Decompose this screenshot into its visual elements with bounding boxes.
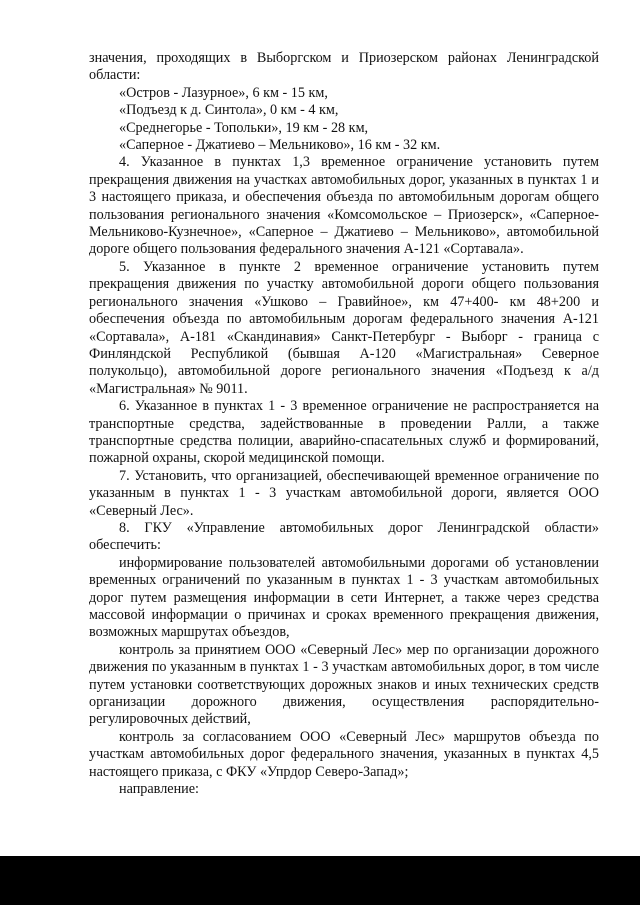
paragraph-8-control-routes: контроль за согласованием ООО «Северный Лес» маршрутов объезда по участкам автомобильных дорог федерального значения, указанных в пунктах 4,5 настоящего приказа, с ФКУ «Упрдор Северо-Запад»; [89,728,599,780]
route-item: «Саперное - Джатиево – Мельниково», 16 км - 32 км. [119,137,441,154]
paragraph-8-informing: информирование пользователей автомобильными дорогами об установлении временных ограничений по указанным в пунктах 1 - 3 участкам автомобильных дорог путем размещения информации в сети Интернет, а также через средства массовой информации о причинах и сроках временного прекращения движения, возможных маршрутах объездов, [89,554,599,641]
route-item: «Остров - Лазурное», 6 км - 15 км, [119,84,328,101]
intro-paragraph: значения, проходящих в Выборгском и Приозерском районах Ленинградской области: [89,50,599,84]
paragraph-8-direction: направление: [119,781,199,798]
route-item: «Среднегорье - Топольки», 19 км - 28 км, [119,119,369,136]
document-body [89,50,599,798]
scan-bottom-border [0,856,640,905]
paragraph-4: 4. Указанное в пунктах 1,3 временное ограничение установить путем прекращения движения на участках автомобильных дорог, указанных в пунктах 1 и 3 настоящего приказа, и обеспечения объезда по автомобильным дорогам общего пользования регионального значения «Комсомольское – Приозерск», «Саперное-Мельниково-Кузнечное», «Саперное – Джатиево – Мельниково», автомобильной дороге общего пользования федерального значения А-121 «Сортавала». [89,154,599,258]
paragraph-5: 5. Указанное в пункте 2 временное ограничение установить путем прекращения движения по участку автомобильной дороги общего пользования регионального значения «Ушково – Гравийное», км 47+400- км 48+200 и обеспечения объезда по автомобильным дорогам федерального значения А-121 «Сортавала», А-181 «Скандинавия» Санкт-Петербург - Выборг - граница с Финляндской Республикой (бывшая А-120 «Магистральная» Северное полукольцо), автомобильной дороге регионального значения «Подъезд к а/д «Магистральная» № 9011. [89,258,599,397]
paragraph-8-control-measures: контроль за принятием ООО «Северный Лес» мер по организации дорожного движения по указанным в пунктах 1 - 3 участкам автомобильных дорог, в том числе путем установки соответствующих дорожных знаков и иных технических средств организации дорожного движения, осуществления распорядительно-регулировочных действий, [89,641,599,728]
route-item: «Подъезд к д. Синтола», 0 км - 4 км, [119,102,339,119]
paragraph-8: 8. ГКУ «Управление автомобильных дорог Ленинградской области» обеспечить: [89,519,599,554]
paragraph-7: 7. Установить, что организацией, обеспечивающей временное ограничение по указанным в пунктах 1 - 3 участкам автомобильной дороги, является ООО «Северный Лес». [89,467,599,519]
paragraph-6: 6. Указанное в пунктах 1 - 3 временное ограничение не распространяется на транспортные средства, задействованные в проведении Ралли, а также транспортные средства полиции, аварийно-спасательных служб и формирований, пожарной охраны, скорой медицинской помощи. [89,398,599,467]
